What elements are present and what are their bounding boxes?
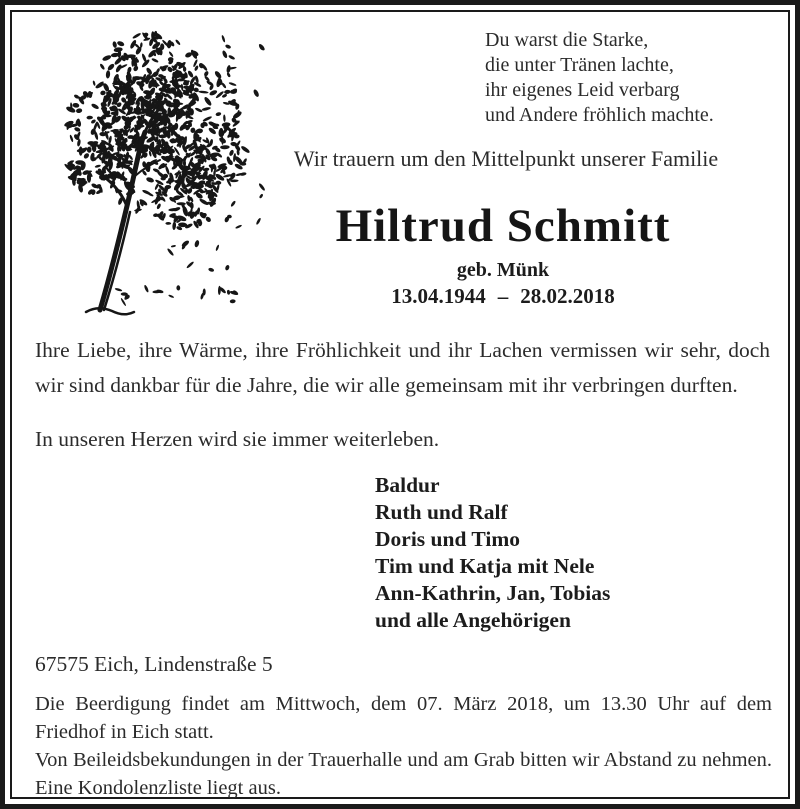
mourner-name: Doris und Timo xyxy=(375,527,520,551)
deceased-block xyxy=(208,200,798,308)
intro-line: Wir trauern um den Mittelpunkt unserer Familie xyxy=(293,146,719,171)
mourner-name: Tim und Katja mit Nele xyxy=(375,554,595,578)
funeral-info xyxy=(35,690,772,802)
death-date: 28.02.2018 xyxy=(520,284,615,308)
condolence-note: Von Beileidsbekundungen in der Trauerhalle und am Grab bitten wir Abstand zu nehmen. Eine Kondolenzliste liegt aus. xyxy=(35,749,772,799)
funeral-details: Die Beerdigung findet am Mittwoch, dem 07. März 2018, um 13.30 Uhr auf dem Friedhof in Eich statt. xyxy=(35,693,772,743)
poem-line: die unter Tränen lachte, xyxy=(485,54,674,76)
remembrance-line: In unseren Herzen wird sie immer weiterleben. xyxy=(35,427,440,451)
birth-date: 13.04.1944 xyxy=(391,284,486,308)
mourners-list xyxy=(375,472,610,634)
mourner-name: Baldur xyxy=(375,473,440,497)
poem-line: und Andere fröhlich machte. xyxy=(485,104,714,126)
address-line: 67575 Eich, Lindenstraße 5 xyxy=(35,652,273,676)
life-dates xyxy=(208,284,798,308)
poem-line: Du warst die Starke, xyxy=(485,29,649,51)
poem-line: ihr eigenes Leid verbarg xyxy=(485,79,680,101)
deceased-name: Hiltrud Schmitt xyxy=(335,200,671,252)
memorial-poem xyxy=(485,28,714,128)
mourner-name: Ruth und Ralf xyxy=(375,500,508,524)
mourner-name: Ann-Kathrin, Jan, Tobias xyxy=(375,581,611,605)
dates-separator: – xyxy=(497,284,509,308)
tribute-paragraph: Ihre Liebe, ihre Wärme, ihre Fröhlichkeit und ihr Lachen vermissen wir sehr, doch wir sind dankbar für die Jahre, die wir alle gemeinsam mit ihr verbringen durften. xyxy=(35,338,770,397)
maiden-name: geb. Münk xyxy=(456,259,550,281)
mourner-name: und alle Angehörigen xyxy=(375,608,571,632)
